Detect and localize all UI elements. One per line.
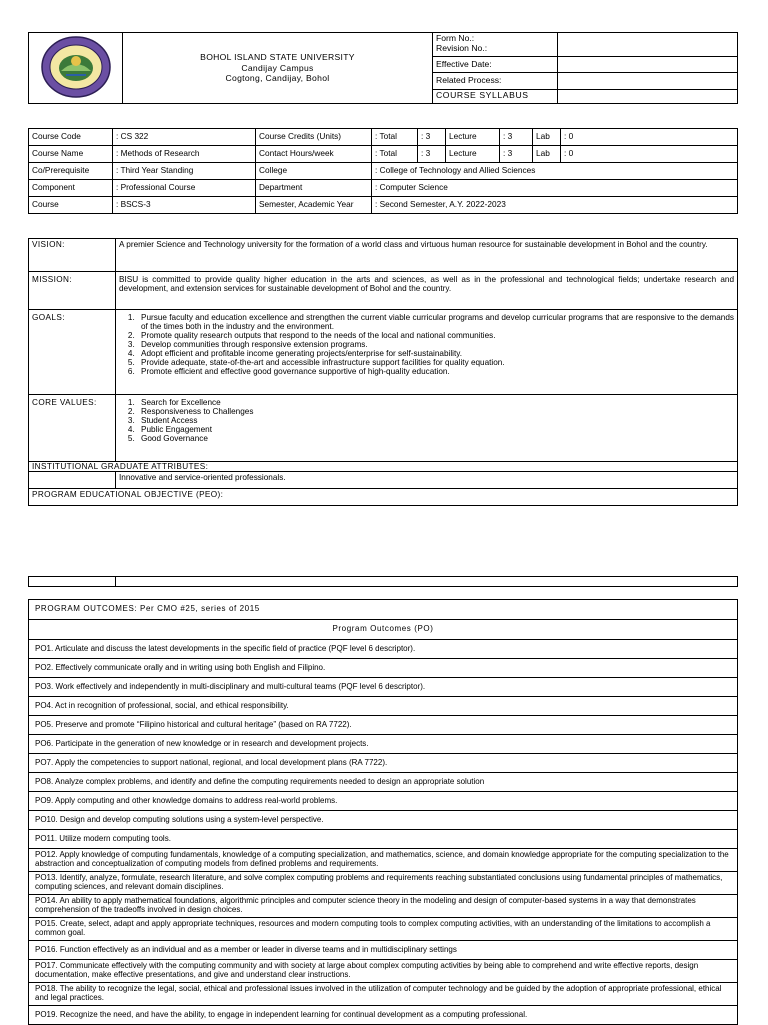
department-label: Department <box>256 180 372 197</box>
credits-total-value: : 3 <box>418 129 446 146</box>
goal-item: 3. Develop communities through responsive extension programs. <box>137 340 734 349</box>
credits-label: Course Credits (Units) <box>256 129 372 146</box>
university-seal-icon <box>36 35 116 99</box>
course-code-row <box>29 129 738 146</box>
program-outcomes-table <box>28 599 738 1025</box>
course-info-table <box>28 128 738 214</box>
form-no-cell <box>433 33 558 57</box>
po-item: PO11. Utilize modern computing tools. <box>29 830 738 849</box>
university-name: BOHOL ISLAND STATE UNIVERSITY <box>200 51 355 62</box>
goal-item: 1. Pursue faculty and education excellence and strengthen the current viable curricular programs and develop curricular programs that are responsive to the demands of the times both in the industry and the environment. <box>137 313 734 331</box>
goals-list <box>119 313 734 376</box>
vmg-table <box>28 238 738 506</box>
semester-label: Semester, Academic Year <box>256 197 372 214</box>
course-row <box>29 197 738 214</box>
semester-value: : Second Semester, A.Y. 2022-2023 <box>372 197 738 214</box>
hours-lecture-value: : 3 <box>500 146 533 163</box>
peo-row <box>29 489 738 506</box>
credits-total-label: : Total <box>372 129 418 146</box>
course-value: : BSCS-3 <box>113 197 256 214</box>
document-header <box>28 32 738 104</box>
hours-lab-value: : 0 <box>561 146 738 163</box>
iga-header-row <box>29 462 738 472</box>
po-subheading: Program Outcomes (PO) <box>29 620 738 640</box>
credits-lecture-value: : 3 <box>500 129 533 146</box>
logo-cell <box>29 33 123 104</box>
course-name-label: Course Name <box>29 146 113 163</box>
goals-list-cell <box>116 310 738 395</box>
core-values-list <box>119 398 734 443</box>
form-no-value <box>558 33 738 57</box>
vision-label: VISION: <box>29 239 116 272</box>
po-item: PO6. Participate in the generation of new knowledge or in research and development projects. <box>29 735 738 754</box>
component-label: Component <box>29 180 113 197</box>
core-value-item: 5. Good Governance <box>137 434 734 443</box>
university-info <box>123 33 433 104</box>
revision-no-label: Revision No.: <box>436 43 488 54</box>
form-no-label: Form No.: <box>436 33 475 44</box>
course-code-value: : CS 322 <box>113 129 256 146</box>
campus-name: Candijay Campus <box>241 62 314 73</box>
campus-address: Cogtong, Candijay, Bohol <box>225 73 330 84</box>
mission-label: MISSION: <box>29 272 116 310</box>
po-item: PO15. Create, select, adapt and apply appropriate techniques, resources and modern computing tools to complex computing activities, with an understanding of the limitations to accomplish a common goal. <box>29 918 738 941</box>
po-item: PO1. Articulate and discuss the latest developments in the specific field of practice (PQF level 6 descriptor). <box>29 640 738 659</box>
po-item: PO5. Preserve and promote “Filipino historical and cultural heritage” (based on RA 7722). <box>29 716 738 735</box>
iga-text: Innovative and service-oriented professionals. <box>116 472 738 489</box>
vision-row <box>29 239 738 272</box>
po-item: PO2. Effectively communicate orally and in writing using both English and Filipino. <box>29 659 738 678</box>
mission-row <box>29 272 738 310</box>
empty-cell <box>29 577 116 587</box>
core-values-label: CORE VALUES: <box>29 395 116 462</box>
po-item: PO16. Function effectively as an individual and as a member or leader in diverse teams and in multidisciplinary settings <box>29 941 738 960</box>
po-item: PO3. Work effectively and independently in multi-disciplinary and multi-cultural teams (PQF level 6 descriptor). <box>29 678 738 697</box>
hours-lecture-label: Lecture <box>446 146 500 163</box>
core-value-item: 4. Public Engagement <box>137 425 734 434</box>
component-value: : Professional Course <box>113 180 256 197</box>
po-item: PO8. Analyze complex problems, and identify and define the computing requirements needed to design an appropriate solution <box>29 773 738 792</box>
po-item: PO4. Act in recognition of professional, social, and ethical responsibility. <box>29 697 738 716</box>
goals-label: GOALS: <box>29 310 116 395</box>
goal-item: 6. Promote efficient and effective good governance supportive of high-quality education. <box>137 367 734 376</box>
goal-item: 4. Adopt efficient and profitable income generating projects/enterprise for self-sustainability. <box>137 349 734 358</box>
hours-total-label: : Total <box>372 146 418 163</box>
peo-label: PROGRAM EDUCATIONAL OBJECTIVE (PEO): <box>29 489 738 506</box>
doc-type-value <box>558 89 738 103</box>
po-item: PO10. Design and develop computing solutions using a system-level perspective. <box>29 811 738 830</box>
po-item: PO12. Apply knowledge of computing fundamentals, knowledge of a computing specialization, and mathematics, science, and domain knowledge appropriate for the computing specialization to the abstraction and conceptualization of computing models from defined problems and requirements. <box>29 849 738 872</box>
college-label: College <box>256 163 372 180</box>
course-name-value: : Methods of Research <box>113 146 256 163</box>
hours-lab-label: Lab <box>533 146 561 163</box>
doc-type: COURSE SYLLABUS <box>433 89 558 103</box>
prereq-label: Co/Prerequisite <box>29 163 113 180</box>
iga-spacer <box>29 472 116 489</box>
course-name-row <box>29 146 738 163</box>
prereq-value: : Third Year Standing <box>113 163 256 180</box>
credits-lab-value: : 0 <box>561 129 738 146</box>
component-row <box>29 180 738 197</box>
core-value-item: 2. Responsiveness to Challenges <box>137 407 734 416</box>
po-item: PO18. The ability to recognize the legal, social, ethical and professional issues involved in the utilization of computer technology and be guided by the adoption of appropriate professional, ethical and legal practices. <box>29 983 738 1006</box>
iga-label: INSTITUTIONAL GRADUATE ATTRIBUTES: <box>29 462 738 472</box>
course-label: Course <box>29 197 113 214</box>
lecture-label: Lecture <box>446 129 500 146</box>
core-values-cell <box>116 395 738 462</box>
peo-empty-row <box>28 576 738 587</box>
po-heading: PROGRAM OUTCOMES: Per CMO #25, series of 2015 <box>29 600 738 620</box>
effective-date-value <box>558 56 738 72</box>
vision-text: A premier Science and Technology university for the formation of a world class and virtuous human resource for sustainable development in Bohol and the country. <box>116 239 738 272</box>
po-item: PO13. Identify, analyze, formulate, research literature, and solve complex computing problems and requirements reaching substantiated conclusions using fundamental principles of mathematics, computing sciences, and relevant domain disciplines. <box>29 872 738 895</box>
lab-label: Lab <box>533 129 561 146</box>
po-item: PO9. Apply computing and other knowledge domains to address real-world problems. <box>29 792 738 811</box>
prereq-row <box>29 163 738 180</box>
po-item: PO14. An ability to apply mathematical foundations, algorithmic principles and computer science theory in the modeling and design of computer-based systems in a way that demonstrates comprehension of the tradeoffs involved in design choices. <box>29 895 738 918</box>
po-item: PO19. Recognize the need, and have the ability, to engage in independent learning for continual development as a computing professional. <box>29 1006 738 1025</box>
hours-label: Contact Hours/week <box>256 146 372 163</box>
po-item: PO7. Apply the competencies to support national, regional, and local development plans (RA 7722). <box>29 754 738 773</box>
goal-item: 2. Promote quality research outputs that respond to the needs of the local and national communities. <box>137 331 734 340</box>
core-value-item: 3. Student Access <box>137 416 734 425</box>
mission-text: BISU is committed to provide quality higher education in the arts and sciences, as well as in the professional and technological fields; undertake research and development, and extension services for sustainable development of Bohol and the country. <box>116 272 738 310</box>
related-process-label: Related Process: <box>433 73 558 89</box>
goal-item: 5. Provide adequate, state-of-the-art and accessible infrastructure support facilities for quality equation. <box>137 358 734 367</box>
course-code-label: Course Code <box>29 129 113 146</box>
empty-cell <box>116 577 738 587</box>
department-value: : Computer Science <box>372 180 738 197</box>
effective-date-label: Effective Date: <box>433 56 558 72</box>
goals-row <box>29 310 738 395</box>
related-process-value <box>558 73 738 89</box>
core-value-item: 1. Search for Excellence <box>137 398 734 407</box>
iga-row <box>29 472 738 489</box>
po-item: PO17. Communicate effectively with the computing community and with society at large about complex computing activities by being able to comprehend and write effective reports, design documentation, make effective presentations, and give and understand clear instructions. <box>29 960 738 983</box>
college-value: : College of Technology and Allied Sciences <box>372 163 738 180</box>
core-values-row <box>29 395 738 462</box>
hours-total-value: : 3 <box>418 146 446 163</box>
